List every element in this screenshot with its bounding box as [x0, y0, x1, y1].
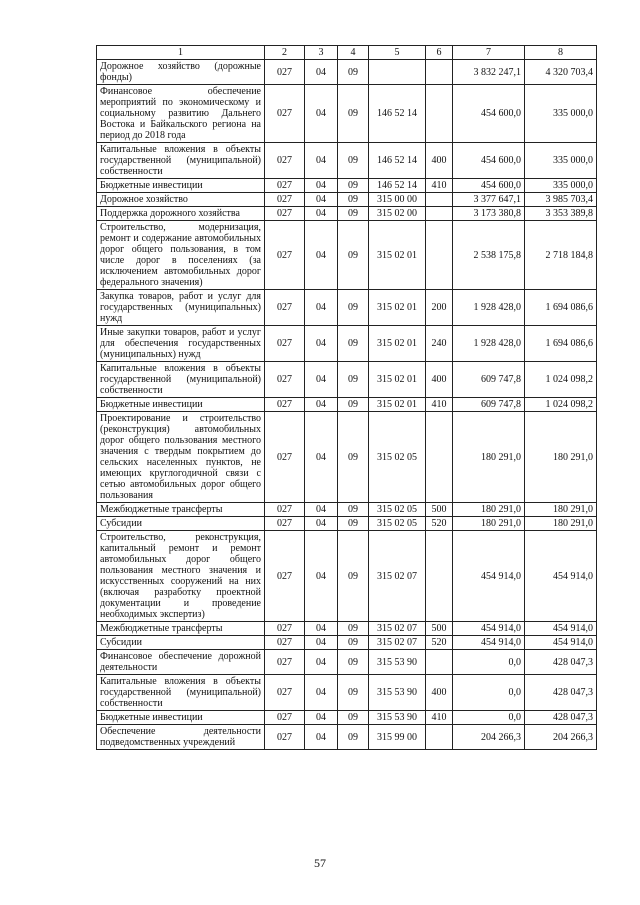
expense-type-cell: 400	[426, 143, 453, 179]
expense-type-cell: 410	[426, 711, 453, 725]
row-name-cell: Финансовое обеспечение мероприятий по экономическому и социальному развитию Дальнего Востока и Байкальского региона на период до 2018 года	[97, 85, 265, 143]
subsection-code-cell: 09	[338, 193, 369, 207]
amount-2017-cell: 0,0	[453, 650, 525, 675]
expense-type-cell	[426, 725, 453, 750]
amount-2018-cell: 454 914,0	[525, 636, 597, 650]
row-name-cell: Субсидии	[97, 636, 265, 650]
amount-2018-cell: 4 320 703,4	[525, 60, 597, 85]
expense-type-cell	[426, 207, 453, 221]
subsection-code-cell: 09	[338, 675, 369, 711]
section-code-cell: 04	[305, 85, 338, 143]
amount-2017-cell: 454 600,0	[453, 179, 525, 193]
row-name-cell: Капитальные вложения в объекты государственной (муниципальной) собственности	[97, 362, 265, 398]
amount-2018-cell: 1 024 098,2	[525, 398, 597, 412]
page-number: 57	[314, 856, 326, 870]
amount-2017-cell: 180 291,0	[453, 503, 525, 517]
admin-code-cell: 027	[265, 143, 305, 179]
article-code-cell: 315 02 07	[369, 531, 426, 622]
article-code-cell	[369, 60, 426, 85]
amount-2017-cell: 0,0	[453, 711, 525, 725]
article-code-cell: 315 02 01	[369, 290, 426, 326]
subsection-code-cell: 09	[338, 650, 369, 675]
subsection-code-cell: 09	[338, 85, 369, 143]
section-code-cell: 04	[305, 636, 338, 650]
row-name-cell: Закупка товаров, работ и услуг для государственных (муниципальных) нужд	[97, 290, 265, 326]
admin-code-cell: 027	[265, 675, 305, 711]
subsection-code-cell: 09	[338, 60, 369, 85]
table-row	[97, 517, 597, 531]
section-code-cell: 04	[305, 290, 338, 326]
amount-2018-cell: 180 291,0	[525, 503, 597, 517]
header-row	[97, 46, 597, 60]
section-code-cell: 04	[305, 517, 338, 531]
table-row	[97, 650, 597, 675]
row-name-cell: Поддержка дорожного хозяйства	[97, 207, 265, 221]
section-code-cell: 04	[305, 60, 338, 85]
subsection-code-cell: 09	[338, 362, 369, 398]
row-name-cell: Иные закупки товаров, работ и услуг для обеспечения государственных (муниципальных) нужд	[97, 326, 265, 362]
admin-code-cell: 027	[265, 531, 305, 622]
section-code-cell: 04	[305, 650, 338, 675]
table-row	[97, 503, 597, 517]
amount-2018-cell: 335 000,0	[525, 85, 597, 143]
admin-code-cell: 027	[265, 221, 305, 290]
expense-type-cell: 400	[426, 362, 453, 398]
admin-code-cell: 027	[265, 398, 305, 412]
amount-2017-cell: 609 747,8	[453, 398, 525, 412]
table-row	[97, 725, 597, 750]
budget-table	[96, 45, 597, 750]
article-code-cell: 315 02 01	[369, 362, 426, 398]
amount-2018-cell: 180 291,0	[525, 517, 597, 531]
table-row	[97, 193, 597, 207]
expense-type-cell: 500	[426, 622, 453, 636]
table-row	[97, 711, 597, 725]
amount-2018-cell: 1 694 086,6	[525, 326, 597, 362]
row-name-cell: Дорожное хозяйство	[97, 193, 265, 207]
article-code-cell: 315 53 90	[369, 650, 426, 675]
column-header: 4	[338, 46, 369, 60]
amount-2018-cell: 180 291,0	[525, 412, 597, 503]
row-name-cell: Обеспечение деятельности подведомственных учреждений	[97, 725, 265, 750]
amount-2017-cell: 454 600,0	[453, 143, 525, 179]
amount-2017-cell: 180 291,0	[453, 412, 525, 503]
admin-code-cell: 027	[265, 711, 305, 725]
column-header: 8	[525, 46, 597, 60]
table-row	[97, 179, 597, 193]
table-row	[97, 675, 597, 711]
subsection-code-cell: 09	[338, 531, 369, 622]
row-name-cell: Межбюджетные трансферты	[97, 503, 265, 517]
amount-2017-cell: 454 914,0	[453, 622, 525, 636]
expense-type-cell	[426, 60, 453, 85]
table-row	[97, 412, 597, 503]
amount-2017-cell: 1 928 428,0	[453, 290, 525, 326]
amount-2017-cell: 0,0	[453, 675, 525, 711]
subsection-code-cell: 09	[338, 179, 369, 193]
amount-2017-cell: 454 914,0	[453, 531, 525, 622]
column-header: 7	[453, 46, 525, 60]
table-row	[97, 207, 597, 221]
admin-code-cell: 027	[265, 85, 305, 143]
table-row	[97, 326, 597, 362]
amount-2017-cell: 1 928 428,0	[453, 326, 525, 362]
row-name-cell: Субсидии	[97, 517, 265, 531]
expense-type-cell: 520	[426, 636, 453, 650]
expense-type-cell: 240	[426, 326, 453, 362]
subsection-code-cell: 09	[338, 412, 369, 503]
admin-code-cell: 027	[265, 503, 305, 517]
row-name-cell: Капитальные вложения в объекты государственной (муниципальной) собственности	[97, 675, 265, 711]
expense-type-cell: 520	[426, 517, 453, 531]
table-row	[97, 531, 597, 622]
row-name-cell: Межбюджетные трансферты	[97, 622, 265, 636]
row-name-cell: Бюджетные инвестиции	[97, 398, 265, 412]
amount-2017-cell: 3 173 380,8	[453, 207, 525, 221]
section-code-cell: 04	[305, 725, 338, 750]
section-code-cell: 04	[305, 193, 338, 207]
subsection-code-cell: 09	[338, 290, 369, 326]
amount-2018-cell: 428 047,3	[525, 675, 597, 711]
column-header: 5	[369, 46, 426, 60]
section-code-cell: 04	[305, 531, 338, 622]
amount-2017-cell: 609 747,8	[453, 362, 525, 398]
amount-2017-cell: 204 266,3	[453, 725, 525, 750]
amount-2018-cell: 3 353 389,8	[525, 207, 597, 221]
expense-type-cell	[426, 193, 453, 207]
admin-code-cell: 027	[265, 207, 305, 221]
row-name-cell: Строительство, модернизация, ремонт и содержание автомобильных дорог общего пользования, в том числе дорог в поселениях (за исключением автомобильных дорог федерального значения)	[97, 221, 265, 290]
table-row	[97, 60, 597, 85]
subsection-code-cell: 09	[338, 636, 369, 650]
amount-2017-cell: 454 600,0	[453, 85, 525, 143]
section-code-cell: 04	[305, 675, 338, 711]
section-code-cell: 04	[305, 398, 338, 412]
section-code-cell: 04	[305, 143, 338, 179]
expense-type-cell	[426, 412, 453, 503]
subsection-code-cell: 09	[338, 221, 369, 290]
admin-code-cell: 027	[265, 60, 305, 85]
admin-code-cell: 027	[265, 517, 305, 531]
row-name-cell: Дорожное хозяйство (дорожные фонды)	[97, 60, 265, 85]
column-header: 1	[97, 46, 265, 60]
article-code-cell: 315 02 01	[369, 221, 426, 290]
section-code-cell: 04	[305, 711, 338, 725]
article-code-cell: 146 52 14	[369, 85, 426, 143]
amount-2017-cell: 2 538 175,8	[453, 221, 525, 290]
expense-type-cell: 400	[426, 675, 453, 711]
subsection-code-cell: 09	[338, 517, 369, 531]
column-header: 2	[265, 46, 305, 60]
article-code-cell: 315 00 00	[369, 193, 426, 207]
amount-2018-cell: 1 024 098,2	[525, 362, 597, 398]
amount-2017-cell: 454 914,0	[453, 636, 525, 650]
article-code-cell: 315 02 01	[369, 398, 426, 412]
article-code-cell: 315 53 90	[369, 711, 426, 725]
section-code-cell: 04	[305, 503, 338, 517]
article-code-cell: 315 02 00	[369, 207, 426, 221]
expense-type-cell: 500	[426, 503, 453, 517]
article-code-cell: 146 52 14	[369, 179, 426, 193]
row-name-cell: Бюджетные инвестиции	[97, 711, 265, 725]
amount-2017-cell: 3 832 247,1	[453, 60, 525, 85]
expense-type-cell	[426, 531, 453, 622]
admin-code-cell: 027	[265, 636, 305, 650]
article-code-cell: 315 02 05	[369, 517, 426, 531]
subsection-code-cell: 09	[338, 622, 369, 636]
admin-code-cell: 027	[265, 650, 305, 675]
article-code-cell: 315 02 05	[369, 412, 426, 503]
expense-type-cell	[426, 221, 453, 290]
table-row	[97, 362, 597, 398]
section-code-cell: 04	[305, 412, 338, 503]
article-code-cell: 315 02 07	[369, 636, 426, 650]
article-code-cell: 315 99 00	[369, 725, 426, 750]
section-code-cell: 04	[305, 362, 338, 398]
table-row	[97, 290, 597, 326]
table-row	[97, 398, 597, 412]
amount-2017-cell: 3 377 647,1	[453, 193, 525, 207]
section-code-cell: 04	[305, 622, 338, 636]
amount-2018-cell: 204 266,3	[525, 725, 597, 750]
section-code-cell: 04	[305, 207, 338, 221]
admin-code-cell: 027	[265, 179, 305, 193]
subsection-code-cell: 09	[338, 725, 369, 750]
admin-code-cell: 027	[265, 193, 305, 207]
table-row	[97, 221, 597, 290]
subsection-code-cell: 09	[338, 503, 369, 517]
amount-2018-cell: 1 694 086,6	[525, 290, 597, 326]
expense-type-cell: 410	[426, 179, 453, 193]
amount-2018-cell: 454 914,0	[525, 531, 597, 622]
table-row	[97, 622, 597, 636]
admin-code-cell: 027	[265, 622, 305, 636]
article-code-cell: 146 52 14	[369, 143, 426, 179]
article-code-cell: 315 02 07	[369, 622, 426, 636]
amount-2018-cell: 335 000,0	[525, 143, 597, 179]
column-header: 6	[426, 46, 453, 60]
column-header: 3	[305, 46, 338, 60]
admin-code-cell: 027	[265, 326, 305, 362]
subsection-code-cell: 09	[338, 398, 369, 412]
expense-type-cell: 410	[426, 398, 453, 412]
amount-2018-cell: 2 718 184,8	[525, 221, 597, 290]
row-name-cell: Финансовое обеспечение дорожной деятельности	[97, 650, 265, 675]
subsection-code-cell: 09	[338, 207, 369, 221]
subsection-code-cell: 09	[338, 326, 369, 362]
table-row	[97, 143, 597, 179]
expense-type-cell: 200	[426, 290, 453, 326]
amount-2018-cell: 3 985 703,4	[525, 193, 597, 207]
expense-type-cell	[426, 650, 453, 675]
article-code-cell: 315 53 90	[369, 675, 426, 711]
section-code-cell: 04	[305, 179, 338, 193]
article-code-cell: 315 02 05	[369, 503, 426, 517]
row-name-cell: Строительство, реконструкция, капитальный ремонт и ремонт автомобильных дорог общего пользования местного значения и искусственных сооружений на них (включая разработку проектной документации и проведение необходимых экспертиз)	[97, 531, 265, 622]
section-code-cell: 04	[305, 326, 338, 362]
admin-code-cell: 027	[265, 290, 305, 326]
row-name-cell: Проектирование и строительство (реконструкция) автомобильных дорог общего пользования местного значения с твердым покрытием до сельских населенных пунктов, не имеющих круглогодичной связи с сетью автомобильных дорог общего пользования	[97, 412, 265, 503]
subsection-code-cell: 09	[338, 711, 369, 725]
row-name-cell: Капитальные вложения в объекты государственной (муниципальной) собственности	[97, 143, 265, 179]
expense-type-cell	[426, 85, 453, 143]
subsection-code-cell: 09	[338, 143, 369, 179]
row-name-cell: Бюджетные инвестиции	[97, 179, 265, 193]
admin-code-cell: 027	[265, 362, 305, 398]
admin-code-cell: 027	[265, 412, 305, 503]
table-row	[97, 85, 597, 143]
amount-2018-cell: 335 000,0	[525, 179, 597, 193]
amount-2018-cell: 428 047,3	[525, 650, 597, 675]
table-row	[97, 636, 597, 650]
admin-code-cell: 027	[265, 725, 305, 750]
section-code-cell: 04	[305, 221, 338, 290]
amount-2018-cell: 454 914,0	[525, 622, 597, 636]
amount-2017-cell: 180 291,0	[453, 517, 525, 531]
amount-2018-cell: 428 047,3	[525, 711, 597, 725]
article-code-cell: 315 02 01	[369, 326, 426, 362]
